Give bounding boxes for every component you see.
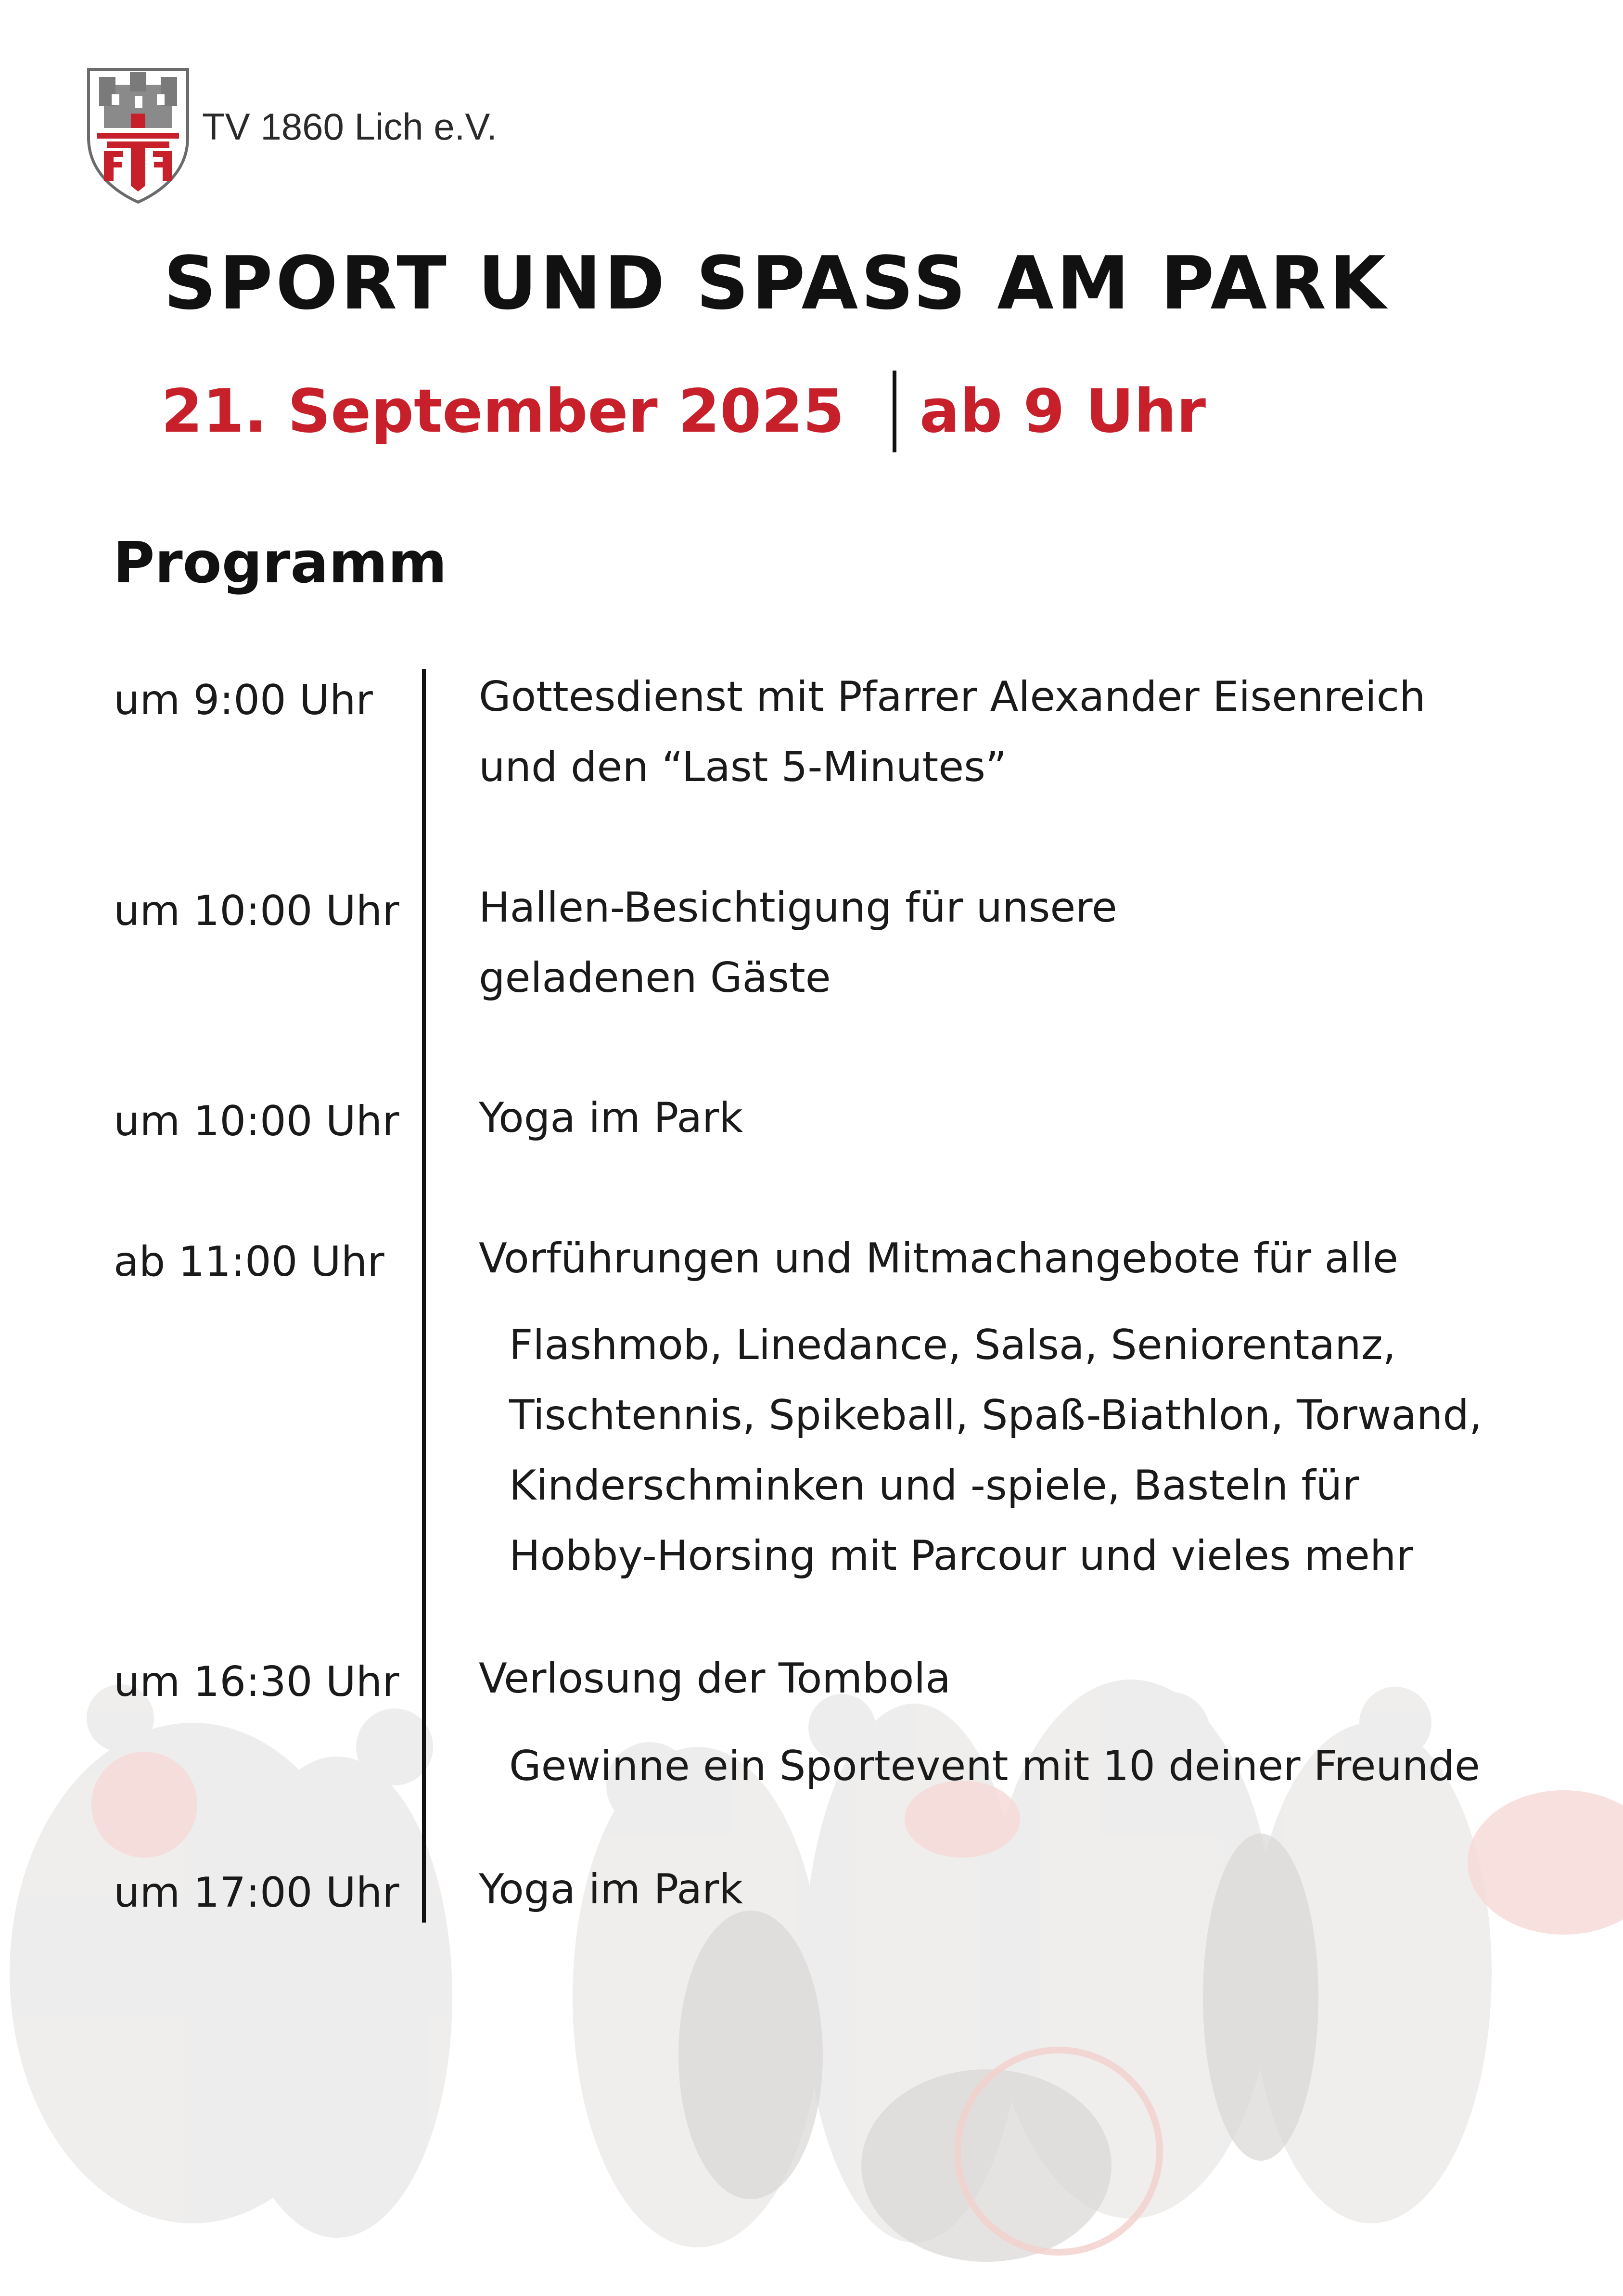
description-line: Yoga im Park — [479, 1094, 743, 1142]
schedule-time: um 16:30 Uhr — [114, 1658, 399, 1706]
schedule-description — [479, 1223, 1585, 1294]
org-name: TV 1860 Lich e.V. — [202, 105, 497, 148]
detail-line: Hobby-Horsing mit Parcour und vieles mehr — [509, 1532, 1413, 1580]
description-line: Gottesdienst mit Pfarrer Alexander Eisenreich — [479, 673, 1426, 721]
schedule-details — [509, 1731, 1592, 1801]
detail-line: Gewinne ein Sportevent mit 10 deiner Freunde — [509, 1742, 1480, 1790]
schedule-description — [479, 1643, 1585, 1714]
description-line: Yoga im Park — [479, 1865, 743, 1913]
event-start-time: ab 9 Uhr — [919, 377, 1206, 446]
date-line — [161, 371, 1206, 452]
detail-line: Flashmob, Linedance, Salsa, Seniorentanz, — [509, 1321, 1396, 1369]
schedule-time: ab 11:00 Uhr — [114, 1238, 384, 1286]
schedule-description — [479, 1083, 1585, 1153]
schedule-description — [479, 1854, 1585, 1924]
date-separator — [893, 371, 896, 452]
schedule-time: um 10:00 Uhr — [114, 1097, 399, 1145]
schedule-time: um 17:00 Uhr — [114, 1869, 399, 1917]
event-title: SPORT UND SPASS AM PARK — [164, 241, 1389, 326]
schedule-time: um 10:00 Uhr — [114, 887, 399, 935]
schedule-details — [509, 1310, 1592, 1591]
schedule-time: um 9:00 Uhr — [114, 676, 373, 724]
schedule-description — [479, 662, 1585, 802]
description-line: Hallen-Besichtigung für unsere — [479, 884, 1117, 932]
timeline-divider — [422, 669, 426, 1923]
schedule-description — [479, 872, 1585, 1013]
event-date: 21. September 2025 — [161, 377, 844, 446]
detail-line: Kinderschminken und -spiele, Basteln für — [509, 1462, 1359, 1510]
detail-line: Tischtennis, Spikeball, Spaß-Biathlon, Torwand, — [509, 1391, 1482, 1439]
description-line: Verlosung der Tombola — [479, 1655, 951, 1703]
description-line: Vorführungen und Mitmachangebote für alle — [479, 1234, 1398, 1283]
description-line: und den “Last 5-Minutes” — [479, 743, 1007, 791]
description-line: geladenen Gäste — [479, 954, 831, 1002]
club-crest-logo — [85, 65, 192, 205]
program-heading: Programm — [113, 529, 447, 596]
